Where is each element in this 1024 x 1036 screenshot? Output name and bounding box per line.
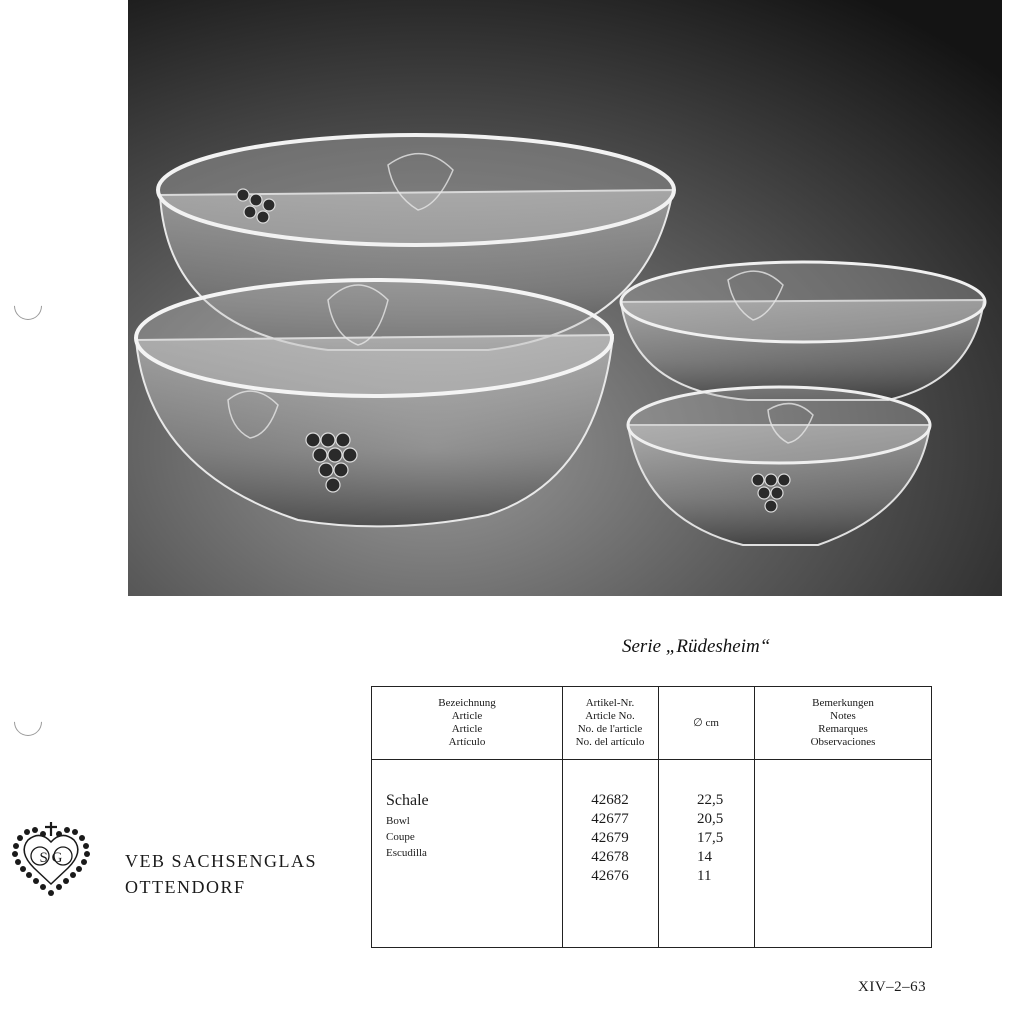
- header-divider: [372, 759, 931, 760]
- header-article-no-en: Article No.: [585, 710, 635, 722]
- header-designation-es: Artículo: [448, 736, 486, 748]
- header-article-no: [562, 687, 658, 759]
- diameter-value: 22,5: [697, 792, 724, 808]
- diameters: [659, 791, 755, 886]
- product-table: [371, 686, 932, 948]
- article-number: 42678: [591, 849, 629, 865]
- header-designation-de: Bezeichnung: [438, 697, 496, 709]
- punch-hole-mark-top: [8, 286, 48, 326]
- header-remarks-de: Bemerkungen: [812, 697, 874, 709]
- item-name: Schale: [386, 792, 429, 809]
- company-name: [125, 848, 317, 900]
- glass-bowls-image: [128, 0, 1002, 596]
- article-number: 42682: [591, 792, 629, 808]
- series-title: [622, 636, 770, 658]
- item-designation: [386, 792, 429, 861]
- company-name-line1: VEB SACHSENGLAS: [125, 851, 318, 871]
- company-name-line2: OTTENDORF: [125, 877, 246, 897]
- header-designation-fr: Article: [451, 723, 483, 735]
- diameter-value: 20,5: [697, 811, 724, 827]
- header-remarks-fr: Remarques: [818, 723, 868, 735]
- header-article-no-de: Artikel-Nr.: [585, 697, 635, 709]
- sachsenglas-logo: [10, 820, 94, 898]
- page-code: XIV–2–63: [858, 979, 927, 995]
- article-numbers: [562, 791, 658, 886]
- header-designation: [372, 687, 562, 759]
- article-number: 42677: [591, 811, 629, 827]
- header-diameter: [658, 687, 754, 759]
- diameter-value: 14: [697, 849, 712, 865]
- diameter-value: 11: [697, 868, 712, 884]
- header-remarks-es: Observaciones: [810, 736, 876, 748]
- item-name-en: Bowl: [386, 815, 410, 827]
- article-number: 42679: [591, 830, 629, 846]
- item-name-es: Escudilla: [386, 847, 427, 859]
- series-label: Serie: [622, 636, 662, 657]
- header-designation-en: Article: [451, 710, 483, 722]
- logo-letters: S G: [39, 850, 63, 866]
- header-remarks-en: Notes: [830, 710, 856, 722]
- header-article-no-fr: No. de l'article: [577, 723, 643, 735]
- header-article-no-es: No. del artículo: [575, 736, 645, 748]
- punch-hole-mark-bottom: [8, 702, 48, 742]
- article-number: 42676: [591, 868, 629, 884]
- header-diameter-label: ∅ cm: [693, 716, 719, 729]
- product-photo: [128, 0, 1002, 596]
- item-name-fr: Coupe: [386, 831, 415, 843]
- series-name: „Rüdesheim“: [665, 636, 771, 657]
- header-remarks: [754, 687, 932, 759]
- diameter-value: 17,5: [697, 830, 724, 846]
